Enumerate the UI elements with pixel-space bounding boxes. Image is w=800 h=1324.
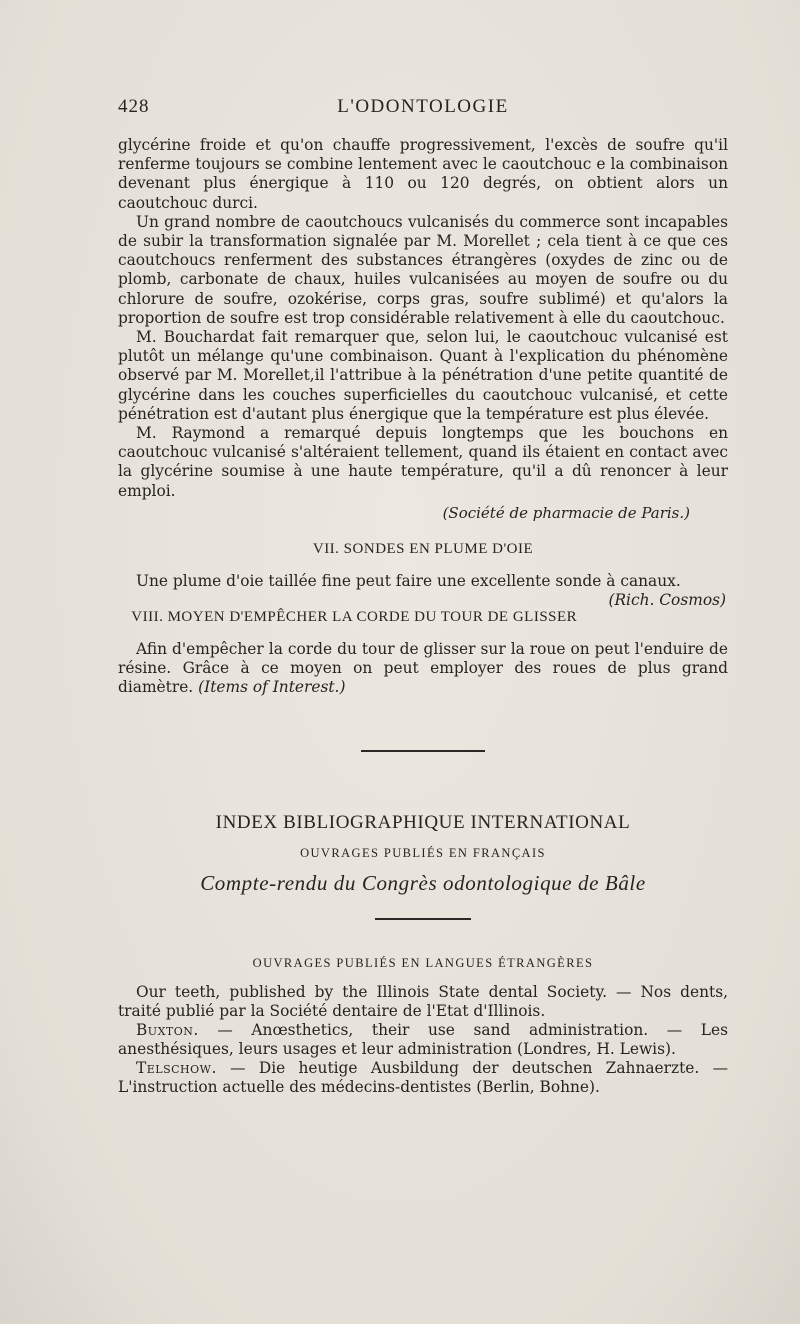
foreign-works-heading: OUVRAGES PUBLIÉS EN LANGUES ÉTRANGÈRES (252, 955, 594, 970)
journal-title: L'ODONTOLOGIE (337, 96, 509, 117)
section-8-text (118, 640, 728, 698)
bibliography-entry (118, 1021, 728, 1059)
french-works-heading: OUVRAGES PUBLIÉS EN FRANÇAIS (300, 845, 546, 860)
paragraph-2: Un grand nombre de caoutchoucs vulcanisés du commerce sont incapables de subir la transformation signalée par M. Morellet ; cela tient à ce que ces caoutchoucs renferment des substances étrangères (oxydes de zinc ou de plomb, carbonate de chaux, huiles vulcanisées au moyen de soufre ou du chlorure de soufre, ozokérise, corps gras, soufre sublimé) et qu'alors la proportion de soufre est trop considérable relativement à elle du caoutchouc. (118, 212, 728, 327)
article-source: (Société de pharmacie de Paris.) (442, 503, 690, 522)
entry-text: Our teeth, published by the Illinois State dental Society. — Nos dents, traité publié par la Société dentaire de l'Etat d'Illinois. (118, 982, 728, 1020)
congress-title: Compte-rendu du Congrès odontologique de Bâle (200, 870, 646, 895)
bibliography-entry (118, 983, 728, 1021)
entry-text: — Anœsthetics, their use sand administration. — Les anesthésiques, leurs usages et leur administration (Londres, H. Lewis). (118, 1020, 728, 1058)
section-8-heading: VIII. MOYEN D'EMPÊCHER LA CORDE DU TOUR DE GLISSER (131, 609, 578, 626)
article-body (118, 136, 728, 523)
index-title: INDEX BIBLIOGRAPHIQUE INTERNATIONAL (215, 811, 631, 833)
section-divider (361, 750, 485, 752)
bibliography-entry (118, 1059, 728, 1097)
entry-author: Buxton. (136, 1020, 199, 1039)
page-number: 428 (118, 96, 150, 117)
bibliography-list (118, 983, 728, 1097)
paragraph-3: M. Bouchardat fait remarquer que, selon lui, le caoutchouc vulcanisé est plutôt un mélange qu'une combinaison. Quant à l'explication du phénomène observé par M. Morellet,il l'attribue à la pénétration d'une petite quantité de glycérine dans les couches superficielles du caoutchouc vulcanisé, et cette pénétration est d'autant plus énergique que la température est plus élevée. (118, 328, 728, 423)
section-7-text (118, 571, 728, 610)
section-7-heading: VII. SONDES EN PLUME D'OIE (312, 540, 534, 557)
index-divider (375, 918, 471, 920)
section-7-source: (Rich. Cosmos) (608, 591, 726, 610)
section-8-body: Afin d'empêcher la corde du tour de glisser sur la roue on peut l'enduire de résine. Grâce à ce moyen on peut employer des roues de plus grand diamètre. (118, 640, 728, 697)
section-8-source: (Items of Interest.) (198, 678, 346, 697)
paragraph-4: M. Raymond a remarqué depuis longtemps que les bouchons en caoutchouc vulcanisé s'altéraient tellement, quand ils étaient en contact avec la glycérine soumise à une haute température, qu'il a dû renoncer à leur emploi. (118, 424, 728, 500)
paragraph-1: glycérine froide et qu'on chauffe progressivement, l'excès de soufre qu'il renferme toujours se combine lentement avec le caoutchouc e la combinaison devenant plus énergique à 110 ou 120 degrés, on obtient alors un caoutchouc durci. (118, 136, 728, 212)
entry-text: — Die heutige Ausbildung der deutschen Zahnaerzte. — L'instruction actuelle des médecins-dentistes (Berlin, Bohne). (118, 1058, 728, 1096)
section-7-body: Une plume d'oie taillée fine peut faire une excellente sonde à canaux. (136, 571, 681, 590)
running-head (118, 96, 728, 122)
entry-author: Telschow. (136, 1058, 217, 1077)
